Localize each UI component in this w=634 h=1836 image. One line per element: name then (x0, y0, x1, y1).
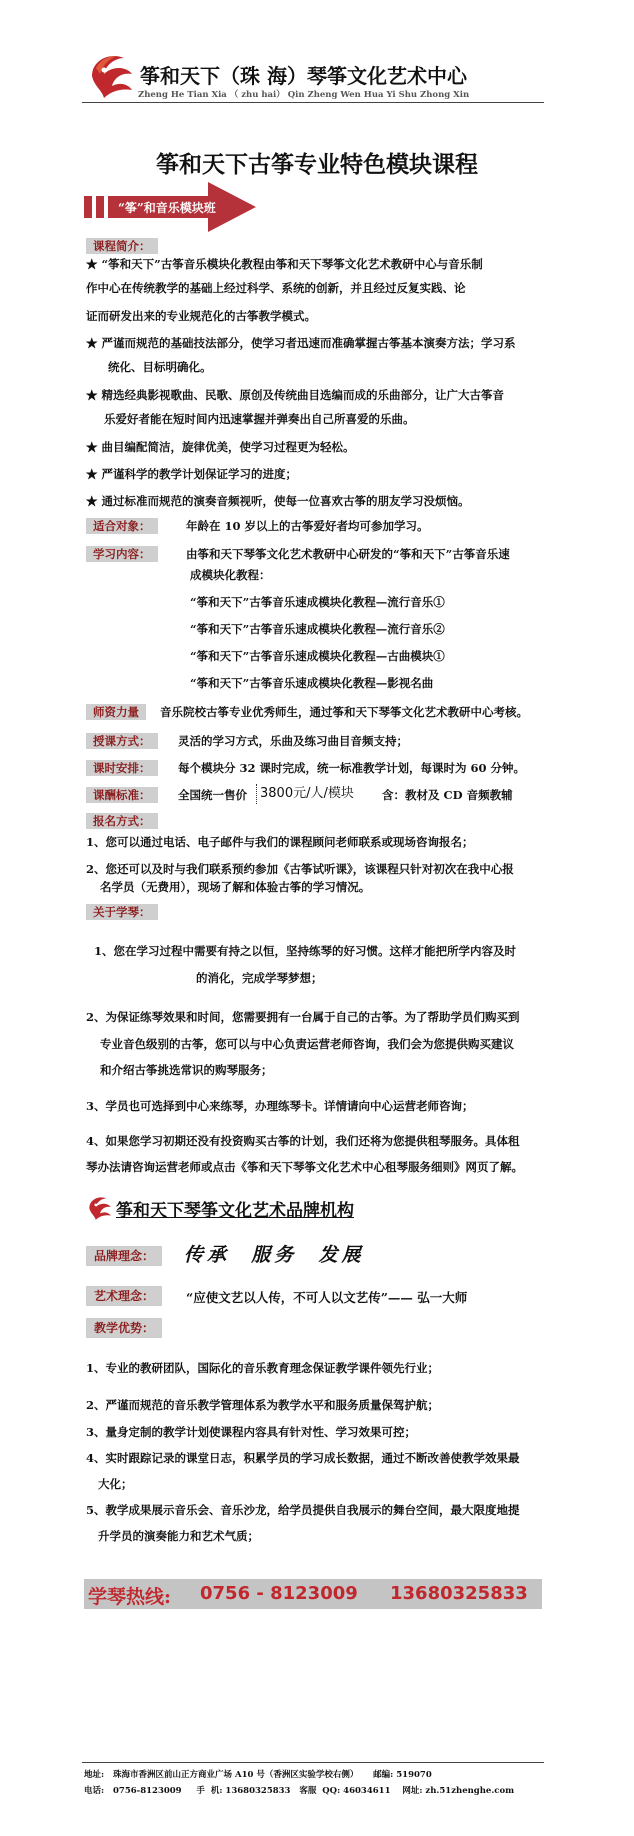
footer-contact: 电话: 0756-8123009 手 机: 13680325833 客服 QQ: 46034611 网址: zh.51zhenghe.com (84, 1786, 515, 1796)
content-item: “筝和天下”古筝音乐速成模块化教程—古曲模块① (190, 649, 445, 663)
header-divider (82, 102, 544, 103)
piano-line: 和介绍古筝挑选常识的购琴服务； (100, 1063, 273, 1077)
intro-label: 课程简介： (86, 238, 158, 254)
banner-bar (84, 196, 92, 218)
piano-label: 关于学琴： (86, 904, 158, 920)
main-title: 筝和天下古筝专业特色模块课程 (156, 151, 478, 178)
content-line: 由筝和天下琴筝文化艺术教研中心研发的“筝和天下”古筝音乐速 (186, 547, 510, 561)
target-text: 年龄在 10 岁以上的古筝爱好者均可参加学习。 (186, 519, 429, 533)
content-label: 学习内容： (86, 546, 158, 562)
fee-price: 3800元/人/模块 (256, 784, 354, 804)
signup-label: 报名方式： (86, 813, 158, 829)
brand-art-label: 艺术理念： (86, 1286, 162, 1306)
teachers-text: 音乐院校古筝专业优秀师生，通过筝和天下琴筝文化艺术教研中心考核。 (160, 705, 528, 719)
banner-bar (96, 196, 104, 218)
intro-line: ★ 严谨而规范的基础技法部分，使学习者迅速而准确掌握古筝基本演奏方法；学习系 (86, 336, 516, 350)
content-item: “筝和天下”古筝音乐速成模块化教程—流行音乐① (190, 595, 445, 609)
adv-line: 1、专业的教研团队，国际化的音乐教育理念保证教学课件领先行业； (86, 1361, 439, 1375)
hotline-phone-1: 0756 - 8123009 (200, 1583, 358, 1604)
header-subtitle: Zheng He Tian Xia （ zhu hai） Qin Zheng Wen Hua Yi Shu Zhong Xin (138, 90, 470, 100)
target-label: 适合对象： (86, 518, 158, 534)
piano-line: 3、学员也可选择到中心来练琴，办理练琴卡。详情请向中心运营老师咨询； (86, 1099, 474, 1113)
phoenix-logo-icon (84, 1192, 114, 1222)
intro-line: ★ 曲目编配简洁，旋律优美，使学习过程更为轻松。 (86, 440, 355, 454)
brand-concept-text: 传承 服务 发展 (184, 1244, 365, 1266)
content-item: “筝和天下”古筝音乐速成模块化教程—流行音乐② (190, 622, 445, 636)
intro-line: ★ 通过标准而规范的演奏音频视听，使每一位喜欢古筝的朋友学习没烦恼。 (86, 494, 470, 508)
piano-line: 的消化，完成学琴梦想； (196, 971, 323, 985)
intro-line: 统化、目标明确化。 (108, 360, 212, 374)
piano-line: 琴办法请咨询运营老师或点击《筝和天下琴筝文化艺术中心租琴服务细则》网页了解。 (86, 1160, 523, 1174)
brand-title: 筝和天下琴筝文化艺术品牌机构 (116, 1201, 354, 1221)
banner-label: “筝”和音乐模块班 (118, 201, 216, 215)
signup-line: 2、您还可以及时与我们联系预约参加《古筝试听课》，该课程只针对初次在我中心报 (86, 862, 514, 876)
signup-line: 1、您可以通过电话、电子邮件与我们的课程顾问老师联系或现场咨询报名； (86, 835, 474, 849)
brand-concept-label: 品牌理念： (86, 1246, 162, 1266)
method-label: 授课方式： (86, 733, 158, 749)
piano-line: 2、为保证练琴效果和时间，您需要拥有一台属于自己的古筝。为了帮助学员们购买到 (86, 1010, 520, 1024)
fee-label: 课酬标准： (86, 787, 158, 803)
intro-line: ★ 严谨科学的教学计划保证学习的进度； (86, 467, 298, 481)
header-title: 筝和天下（珠 海）琴筝文化艺术中心 (140, 64, 467, 88)
intro-line: ★ “筝和天下”古筝音乐模块化教程由筝和天下琴筝文化艺术教研中心与音乐制 (86, 257, 483, 271)
method-text: 灵活的学习方式，乐曲及练习曲目音频支持； (178, 734, 408, 748)
adv-line: 大化； (98, 1477, 133, 1491)
piano-line: 1、您在学习过程中需要有持之以恒，坚持练琴的好习惯。这样才能把所学内容及时 (94, 944, 516, 958)
adv-line: 4、实时跟踪记录的课堂日志，积累学员的学习成长数据，通过不断改善使教学效果最 (86, 1451, 520, 1465)
intro-line: 乐爱好者能在短时间内迅速掌握并弹奏出自己所喜爱的乐曲。 (104, 412, 415, 426)
adv-line: 2、严谨而规范的音乐教学管理体系为教学水平和服务质量保驾护航； (86, 1398, 439, 1412)
footer-divider (82, 1762, 544, 1763)
piano-line: 专业音色级别的古筝，您可以与中心负责运营老师咨询，我们会为您提供购买建议 (100, 1037, 514, 1051)
piano-line: 4、如果您学习初期还没有投资购买古筝的计划，我们还将为您提供租琴服务。具体租 (86, 1134, 520, 1148)
hotline-label: 学琴热线: (88, 1586, 172, 1608)
intro-line: 证而研发出来的专业规范化的古筝教学模式。 (86, 309, 316, 323)
content-item: “筝和天下”古筝音乐速成模块化教程—影视名曲 (190, 676, 434, 690)
brand-adv-label: 教学优势： (86, 1318, 162, 1338)
footer-address: 地址: 珠海市香洲区前山正方商业广场 A10 号（香洲区实验学校右侧） 邮编: 519070 (84, 1770, 432, 1780)
content-line: 成模块化教程： (190, 568, 271, 582)
brand-art-text: “应使文艺以人传，不可人以文艺传”—— 弘一大师 (186, 1290, 468, 1305)
hotline-phone-2: 13680325833 (390, 1583, 528, 1604)
hotline-bar (84, 1579, 542, 1609)
intro-line: 作中心在传统教学的基础上经过科学、系统的创新，并且经过反复实践、论 (86, 281, 466, 295)
fee-text-a: 全国统一售价 (178, 788, 247, 802)
adv-line: 3、量身定制的教学计划使课程内容具有针对性、学习效果可控； (86, 1425, 416, 1439)
adv-line: 升学员的演奏能力和艺术气质； (98, 1529, 259, 1543)
intro-line: ★ 精选经典影视歌曲、民歌、原创及传统曲目选编而成的乐曲部分，让广大古筝音 (86, 388, 504, 402)
schedule-text: 每个模块分 32 课时完成，统一标准教学计划，每课时为 60 分钟。 (178, 761, 526, 775)
teachers-label: 师资力量 (86, 704, 146, 720)
adv-line: 5、教学成果展示音乐会、音乐沙龙，给学员提供自我展示的舞台空间，最大限度地提 (86, 1503, 520, 1517)
schedule-label: 课时安排： (86, 760, 158, 776)
signup-line: 名学员（无费用），现场了解和体验古筝的学习情况。 (100, 880, 371, 894)
phoenix-logo-icon (82, 46, 138, 102)
fee-text-b: 含：教材及 CD 音频教辅 (382, 788, 513, 802)
